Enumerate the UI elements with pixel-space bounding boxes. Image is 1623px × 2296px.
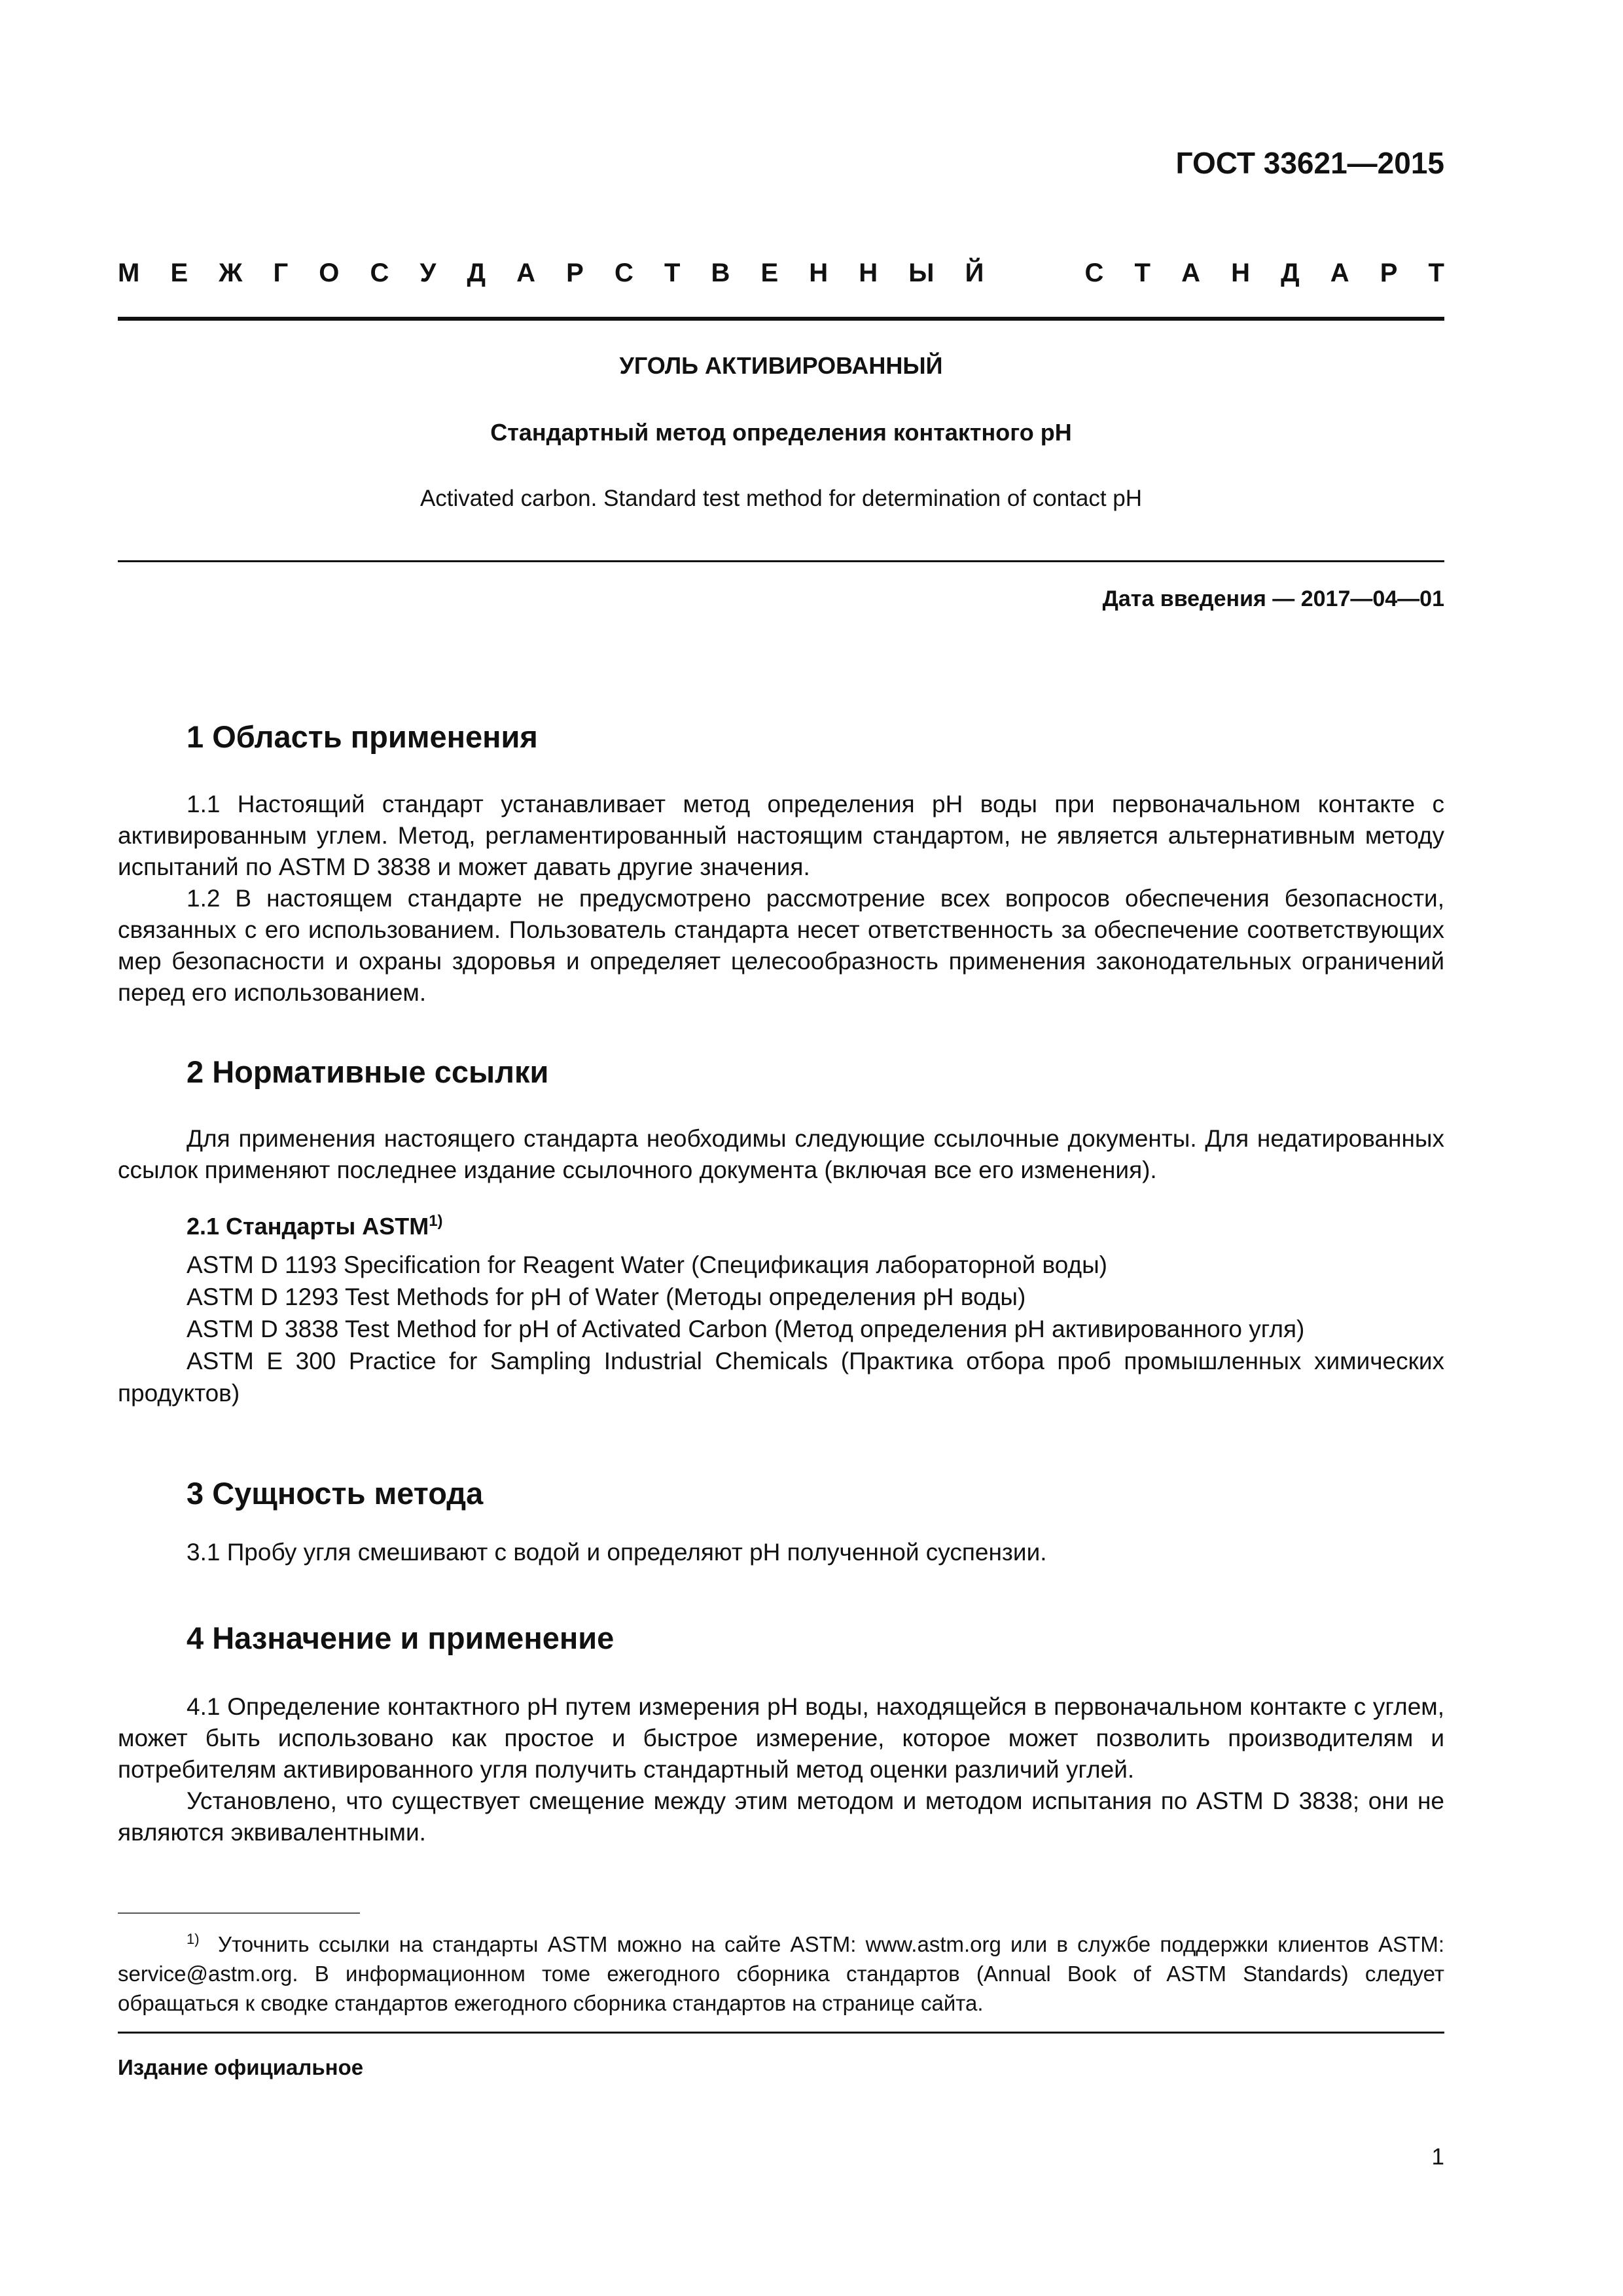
footnote-divider [118, 1912, 360, 1914]
footer-divider [118, 2032, 1444, 2034]
section-heading: 3 Сущность метода [187, 1476, 484, 1511]
reference-item: ASTM D 1293 Test Methods for pH of Water (Методы определения pH воды) [187, 1283, 1026, 1310]
reference-item: ASTM D 1193 Specification for Reagent Water (Спецификация лабораторной воды) [187, 1251, 1107, 1278]
banner-letter: О [319, 259, 340, 287]
banner-letter: С [1084, 259, 1104, 287]
banner-letter: А [516, 259, 536, 287]
banner-letter: Ы [908, 259, 935, 287]
section-body [118, 1123, 1444, 1186]
banner-letter: Р [566, 259, 584, 287]
banner-letter: Г [273, 259, 289, 287]
document-title: УГОЛЬ АКТИВИРОВАННЫЙ [619, 352, 943, 379]
paragraph: 3.1 Пробу угля смешивают с водой и определяют pH полученной суспензии. [187, 1539, 1047, 1566]
banner-letter: Н [1231, 259, 1250, 287]
banner-letter: Т [664, 259, 681, 287]
paragraph: Установлено, что существует смещение между этим методом и методом испытания по ASTM D 3838; они не являются эквивалентными. [118, 1787, 1444, 1846]
banner-letter: Р [1380, 259, 1398, 287]
banner-letter: А [1330, 259, 1349, 287]
banner-letter: Е [760, 259, 779, 287]
footnote-marker: 1) [187, 1931, 200, 1947]
banner-letter: С [370, 259, 389, 287]
introduction-date: Дата введения — 2017—04—01 [1102, 586, 1444, 611]
section-heading: 2 Нормативные ссылки [187, 1054, 549, 1089]
title-divider [118, 560, 1444, 562]
banner-letter: Й [965, 259, 984, 287]
banner-letter: Т [1134, 259, 1150, 287]
banner-letter: Н [859, 259, 878, 287]
banner-letter: Д [467, 259, 486, 287]
banner-letter: М [118, 259, 140, 287]
paragraph: 1.1 Настоящий стандарт устанавливает метод определения pH воды при первоначальном контакте с активированным углем. Метод, регламентированный настоящим стандартом, не является альтернативным методу испытаний по ASTM D 3838 и может давать другие значения. [118, 791, 1444, 880]
document-subtitle: Стандартный метод определения контактного pH [490, 419, 1072, 446]
paragraph: Для применения настоящего стандарта необходимы следующие ссылочные документы. Для недатированных ссылок применяют последнее издание ссылочного документа (включая все его изменения). [118, 1125, 1444, 1183]
footnote [118, 1924, 1444, 2018]
interstate-standard-banner [118, 259, 1444, 288]
banner-letter: В [711, 259, 730, 287]
footnote-text [118, 1924, 1444, 2018]
reference-list [118, 1249, 1444, 1409]
section-body [118, 1691, 1444, 1848]
footnote-body: Уточнить ссылки на стандарты ASTM можно на сайте ASTM: www.astm.org или в службе поддержки клиентов ASTM: service@astm.org. В информационном томе ежегодного сборника стандартов (Annual Book of ASTM Standards) следует обращаться к сводке стандартов ежегодного сборника стандартов на странице сайта. [118, 1932, 1444, 2015]
banner-letter: У [419, 259, 437, 287]
banner-letter: А [1181, 259, 1200, 287]
banner-letter: Е [170, 259, 188, 287]
banner-letter: Н [809, 259, 829, 287]
subsection-heading [187, 1212, 443, 1240]
document-title-english: Activated carbon. Standard test method for determination of contact pH [419, 486, 1143, 511]
header-divider [118, 317, 1444, 321]
page-number: 1 [1431, 2144, 1444, 2170]
reference-item: ASTM E 300 Practice for Sampling Industrial Chemicals (Практика отбора проб промышленных химических продуктов) [118, 1348, 1444, 1407]
edition-label: Издание официальное [118, 2055, 364, 2079]
banner-letter: С [614, 259, 633, 287]
footnote-ref: 1) [429, 1212, 443, 1230]
banner-letter: Д [1281, 259, 1300, 287]
section-heading: 4 Назначение и применение [187, 1621, 615, 1655]
section-body [118, 789, 1444, 1009]
reference-item: ASTM D 3838 Test Method for pH of Activated Carbon (Метод определения pH активированного угля) [187, 1316, 1305, 1342]
banner-letter: Ж [219, 259, 243, 287]
paragraph: 1.2 В настоящем стандарте не предусмотрено рассмотрение всех вопросов обеспечения безопасности, связанных с его использованием. Пользователь стандарта несет ответственность за обеспечение соответствующих мер безопасности и охраны здоровья и определяет целесообразность применения законодательных ограничений перед его использованием. [118, 885, 1444, 1006]
subsection-heading-text: 2.1 Стандарты ASTM [187, 1213, 429, 1240]
paragraph: 4.1 Определение контактного pH путем измерения pH воды, находящейся в первоначальном контакте с углем, может быть использовано как простое и быстрое измерение, которое может позволить производителям и потребителям активированного угля получить стандартный метод оценки различий углей. [118, 1693, 1444, 1783]
banner-letter: Т [1428, 259, 1444, 287]
banner-word-gap [1014, 259, 1054, 288]
document-number: ГОСТ 33621—2015 [1175, 146, 1444, 180]
section-body [118, 1537, 1444, 1568]
section-heading: 1 Область применения [187, 719, 538, 754]
